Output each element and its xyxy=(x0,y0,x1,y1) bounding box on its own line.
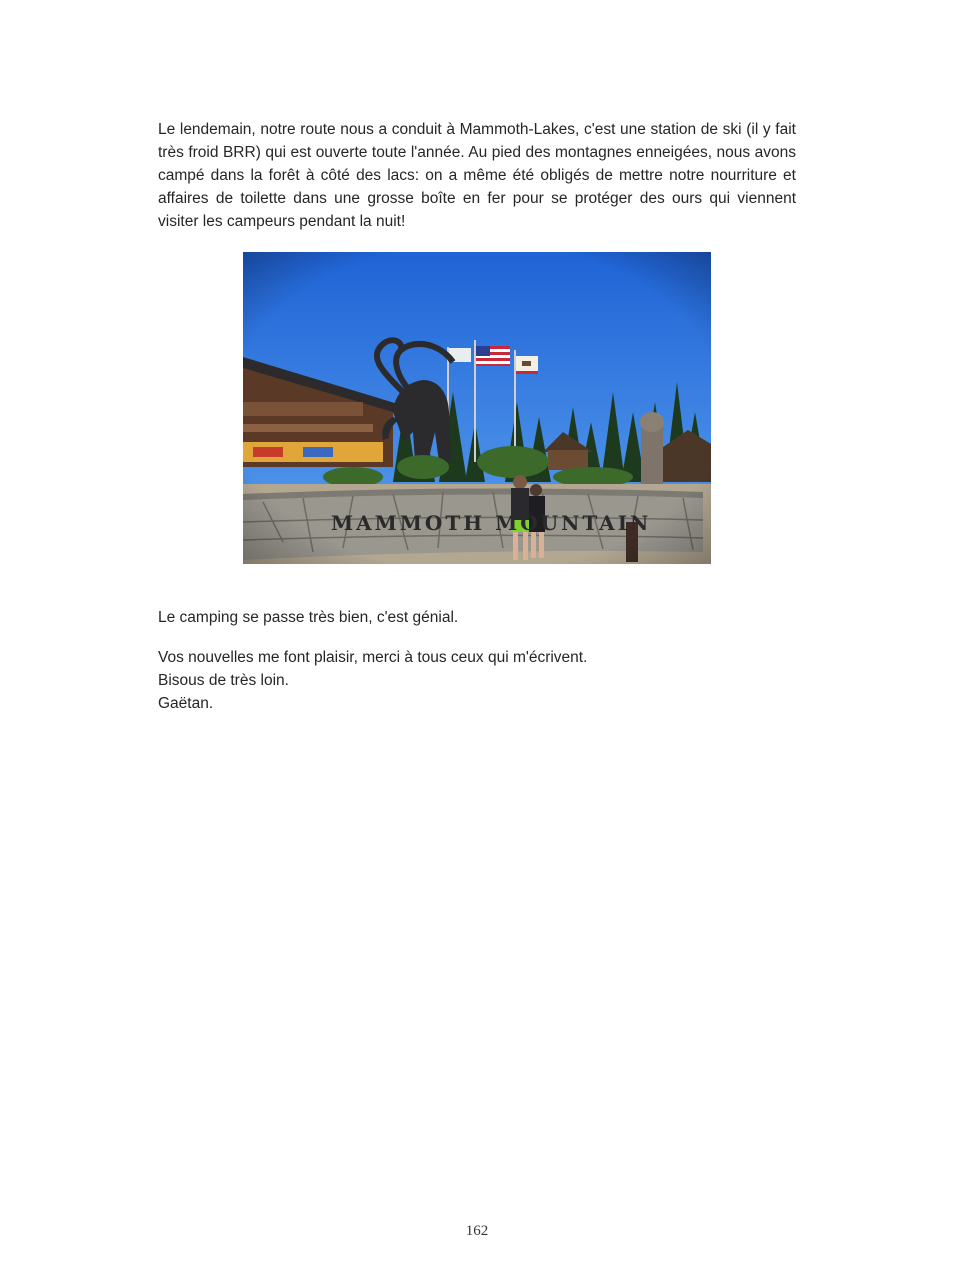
mammoth-mountain-photo xyxy=(243,252,711,564)
closing-line: Bisous de très loin. xyxy=(158,672,289,689)
closing-line: Vos nouvelles me font plaisir, merci à tous ceux qui m'écrivent. xyxy=(158,649,588,666)
closing-paragraph xyxy=(158,646,796,715)
camping-paragraph: Le camping se passe très bien, c'est génial. xyxy=(158,609,459,626)
signature-line: Gaëtan. xyxy=(158,695,214,712)
page-number: 162 xyxy=(465,1223,489,1239)
intro-paragraph: Le lendemain, notre route nous a conduit à Mammoth-Lakes, c'est une station de ski (il y fait très froid BRR) qui est ouverte toute l'année. Au pied des montagnes enneigées, nous avons campé dans la forêt à côté des lacs: on a même été obligés de mettre notre nourriture et affaires de toilette dans une grosse boîte en fer pour se protéger des ours qui viennent visiter les campeurs pendant la nuit! xyxy=(158,121,796,230)
